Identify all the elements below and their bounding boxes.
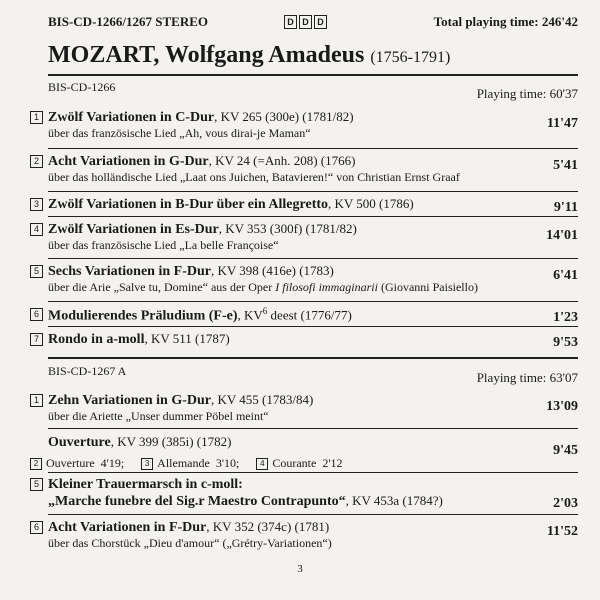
- divider: [48, 216, 578, 217]
- cd2-header: [48, 364, 578, 385]
- movement-time: 4'19;: [100, 456, 125, 470]
- track-subtitle: über das holländische Lied „Laat ons Juichen, Batavieren!“ von Christian Ernst Graaf: [48, 170, 460, 184]
- track: 5 Sechs Variationen in F-Dur, KV 398 (416e) (1783) über die Arie „Salve tu, Domine“ aus der Oper I filosofi immaginarii (Giovanni Paisiello) 6'41: [30, 263, 578, 295]
- track-catalog: KV 24 (=Anh. 208) (1766): [215, 153, 356, 168]
- composer-dates: (1756-1791): [370, 49, 451, 66]
- track-number: 5: [30, 478, 43, 491]
- cd1-header: [48, 80, 578, 101]
- track-catalog: KV 500 (1786): [334, 196, 414, 211]
- track-time: 11'47: [546, 116, 578, 131]
- track-time: 9'45: [553, 443, 578, 458]
- cd-divider: [48, 357, 578, 359]
- divider: [48, 148, 578, 149]
- title-rule: [48, 74, 578, 76]
- track-time: 14'01: [546, 228, 578, 243]
- composer-name: MOZART, Wolfgang Amadeus: [48, 42, 365, 68]
- movement-name: Courante: [272, 456, 317, 470]
- track-number: 3: [141, 458, 153, 470]
- movement-time: 2'12: [322, 456, 343, 470]
- track: 1 Zehn Variationen in G-Dur, KV 455 (1783/84) über die Ariette „Unser dummer Pöbel meint“ 13'09: [30, 392, 578, 424]
- cd1-label: BIS-CD-1266: [48, 80, 116, 94]
- track-subtitle-text: über die Arie „Salve tu, Domine“ aus der Oper: [48, 280, 273, 294]
- cd1-playing-time: Playing time: 60'37: [476, 86, 578, 101]
- movement: [256, 456, 342, 471]
- track-catalog: KV 399 (385i) (1782): [117, 434, 232, 449]
- track-time: 13'09: [546, 399, 578, 414]
- track: 2 Acht Variationen in G-Dur, KV 24 (=Anh. 208) (1766) über das holländische Lied „Laat ons Juichen, Batavieren!“ von Christian Ernst Graaf 5'41: [30, 153, 578, 185]
- track-time: 11'52: [546, 524, 578, 539]
- track-number: 6: [30, 308, 43, 321]
- track-time: 9'53: [553, 335, 578, 350]
- track-subtitle: über das Chorstück „Dieu d'amour“ („Grétry-Variationen“): [48, 536, 332, 550]
- track-catalog: KV: [244, 307, 263, 323]
- track-subtitle: über die Ariette „Unser dummer Pöbel meint“: [48, 409, 269, 423]
- ouverture: Ouverture, KV 399 (385i) (1782) 9'45: [48, 434, 578, 458]
- track-title: Modulierendes Präludium (F-e): [48, 308, 238, 324]
- ddd-badge: [284, 15, 327, 29]
- track-number: 6: [30, 521, 43, 534]
- track-title: Acht Variationen in G-Dur: [48, 154, 209, 169]
- track-number: 7: [30, 333, 43, 346]
- track-catalog: KV 353 (300f) (1781/82): [225, 221, 357, 236]
- ddd-letter: D: [284, 15, 297, 29]
- track: 3 Zwölf Variationen in B-Dur über ein Allegretto, KV 500 (1786) 9'11: [30, 196, 578, 213]
- composer-title: [48, 42, 450, 69]
- movement: [141, 456, 239, 471]
- track-time: 2'03: [553, 496, 578, 511]
- track-subtitle: über das französische Lied „La belle Françoise“: [48, 238, 279, 252]
- divider: [48, 301, 578, 302]
- track-title: Zwölf Variationen in Es-Dur: [48, 222, 219, 237]
- track-number: 1: [30, 394, 43, 407]
- track-catalog: KV 352 (374c) (1781): [212, 519, 330, 534]
- opera-title: I filosofi immaginarii: [275, 280, 378, 294]
- track-title: Zwölf Variationen in C-Dur: [48, 110, 215, 125]
- divider: [48, 191, 578, 192]
- cd2-playing-time: Playing time: 63'07: [476, 370, 578, 385]
- track-subtitle: über das französische Lied „Ah, vous dirai-je Maman“: [48, 126, 311, 140]
- divider: [48, 428, 578, 429]
- ddd-letter: D: [299, 15, 312, 29]
- track-number: 2: [30, 458, 42, 470]
- track-title: Zwölf Variationen in B-Dur über ein Allegretto: [48, 197, 329, 212]
- track-catalog: KV 265 (300e) (1781/82): [220, 109, 354, 124]
- movement: [30, 456, 124, 471]
- track-title: Ouverture: [48, 435, 111, 450]
- track-time: 5'41: [553, 158, 578, 173]
- track-time: 1'23: [553, 310, 578, 325]
- track-number: 3: [30, 198, 43, 211]
- page-number: 3: [297, 563, 303, 575]
- track-number: 1: [30, 111, 43, 124]
- movements: [30, 456, 356, 471]
- track-time: 9'11: [553, 200, 578, 215]
- track-number: 4: [30, 223, 43, 236]
- track-time: 6'41: [553, 268, 578, 283]
- header: [48, 14, 578, 34]
- track-subtitle-bold: „Marche funebre del Sig.r Maestro Contrapunto“: [48, 494, 346, 509]
- track: 4 Zwölf Variationen in Es-Dur, KV 353 (300f) (1781/82) über das französische Lied „La belle Françoise“ 14'01: [30, 221, 578, 253]
- divider: [48, 514, 578, 515]
- track: 1 Zwölf Variationen in C-Dur, KV 265 (300e) (1781/82) über das französische Lied „Ah, vous dirai-je Maman“ 11'47: [30, 109, 578, 141]
- kv-superscript: 6: [262, 306, 268, 316]
- track-number: 2: [30, 155, 43, 168]
- catalog-number: BIS-CD-1266/1267 STEREO: [48, 14, 208, 29]
- cd2-label: BIS-CD-1267 A: [48, 364, 127, 378]
- track-title: Zehn Variationen in G-Dur: [48, 393, 211, 408]
- track: 6 Acht Variationen in F-Dur, KV 352 (374c) (1781) über das Chorstück „Dieu d'amour“ („Grétry-Variationen“) 11'52: [30, 519, 578, 551]
- track: 5 Kleiner Trauermarsch in c-moll: „Marche funebre del Sig.r Maestro Contrapunto“, KV 453a (1784?) 2'03: [30, 476, 578, 510]
- track-catalog-rest: deest (1776/77): [270, 307, 352, 323]
- total-playing-time: Total playing time: 246'42: [433, 14, 578, 29]
- track-catalog: KV 453a (1784?): [352, 493, 443, 508]
- movement-name: Allemande: [157, 456, 210, 470]
- track-catalog: KV 455 (1783/84): [217, 392, 314, 407]
- track-title: Sechs Variationen in F-Dur: [48, 264, 211, 279]
- track-catalog: KV 398 (416e) (1783): [217, 263, 334, 278]
- divider: [48, 258, 578, 259]
- ddd-letter: D: [314, 15, 327, 29]
- track-number: 5: [30, 265, 43, 278]
- track: 6 Modulierendes Präludium (F-e), $KV^6$ deest (1776/77) 1'23: [30, 306, 578, 324]
- track-catalog: KV 511 (1787): [150, 331, 230, 346]
- track-title: Kleiner Trauermarsch in c-moll:: [48, 477, 243, 492]
- track-number: 4: [256, 458, 268, 470]
- track-subtitle: [48, 280, 578, 295]
- movement-name: Ouverture: [46, 456, 95, 470]
- composer-credit: (Giovanni Paisiello): [380, 280, 478, 294]
- movement-time: 3'10;: [215, 456, 240, 470]
- divider: [48, 326, 578, 327]
- track-title: Rondo in a-moll: [48, 332, 145, 347]
- track: 7 Rondo in a-moll, KV 511 (1787) 9'53: [30, 331, 578, 348]
- track-title: Acht Variationen in F-Dur: [48, 520, 207, 535]
- divider: [48, 472, 578, 473]
